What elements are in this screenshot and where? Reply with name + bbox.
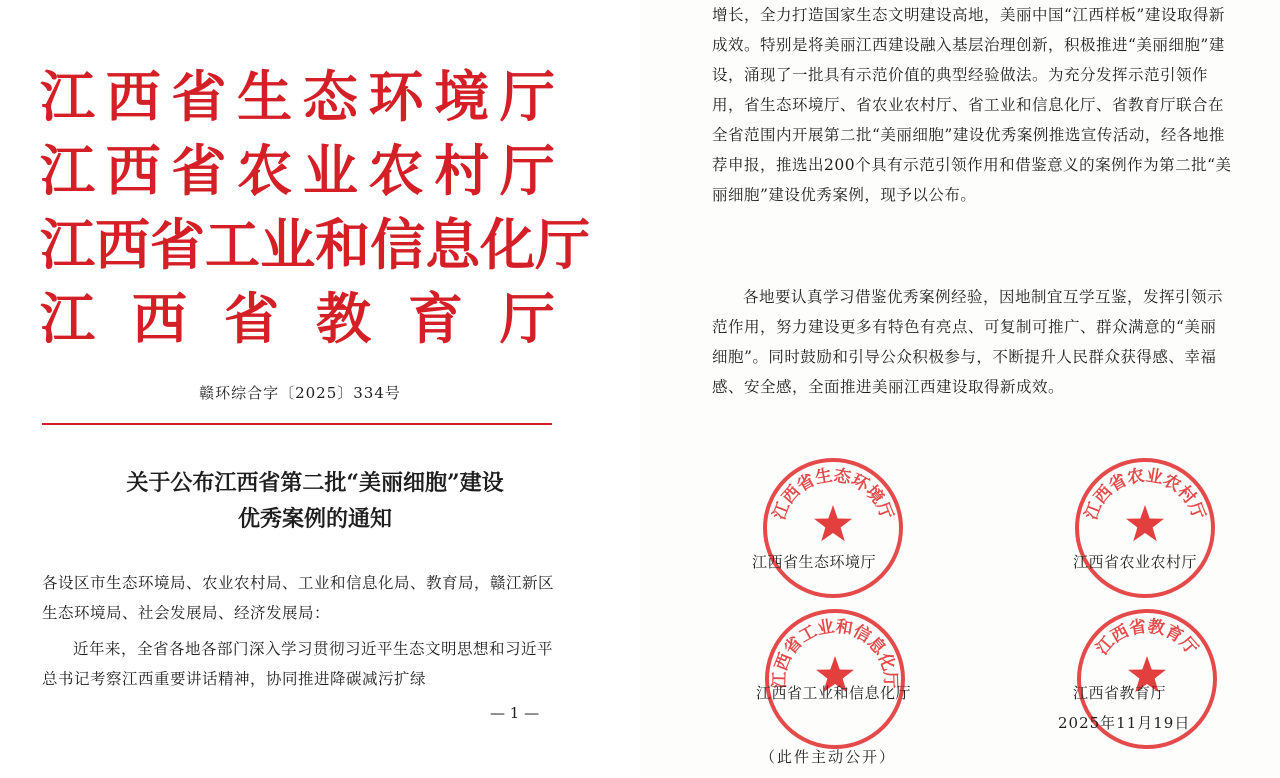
issue-date: 2025年11月19日	[1058, 714, 1191, 732]
issuer-char: 教	[315, 286, 371, 351]
issuer-char: 境	[434, 64, 490, 129]
official-seal-ecology-environment	[758, 453, 908, 603]
seal-arc-text: 江西省工业和信息化厅	[769, 616, 901, 690]
issuer-industry-it	[40, 208, 591, 282]
seal-graphic	[760, 604, 910, 754]
issuer-ecology-environment	[40, 60, 555, 134]
issuer-char: 西	[105, 138, 161, 203]
issuer-char: 息	[425, 212, 481, 277]
issuer-char: 工	[205, 212, 261, 277]
signature-industry-it: 江西省工业和信息化厅	[756, 684, 912, 702]
issuer-char: 西	[131, 286, 187, 351]
issuer-char: 信	[370, 212, 426, 277]
issuer-agriculture-rural	[40, 134, 555, 208]
issuer-char: 村	[434, 138, 490, 203]
issuer-char: 厅	[499, 286, 555, 351]
body-paragraph-2: 增长，全力打造国家生态文明建设高地，美丽中国“江西样板”建设取得新成效。特别是将美丽江西建设融入基层治理创新，积极推进“美丽细胞”建设，涌现了一批具有示范价值的典型经验做法。为充分发挥示范引领作用，省生态环境厅、省农业农村厅、省工业和信息化厅、省教育厅联合在全省范围内开展第二批“美丽细胞”建设优秀案例推选宣传活动，经各地推荐申报，推选出200个具有示范引领作用和借鉴意义的案例作为第二批“美丽细胞”建设优秀案例，现予以公布。	[712, 6, 1232, 204]
page-number: — 1 —	[490, 704, 540, 722]
issuer-char: 西	[95, 212, 151, 277]
issuer-char: 西	[105, 64, 161, 129]
issuer-char: 农	[368, 138, 424, 203]
official-seal-agriculture-rural	[1070, 453, 1220, 603]
red-divider-line	[42, 423, 552, 425]
issuer-char: 业	[302, 138, 358, 203]
star-icon	[814, 505, 852, 541]
issuer-char: 江	[40, 286, 96, 351]
issuer-char: 厅	[535, 212, 591, 277]
issuer-char: 厅	[499, 64, 555, 129]
document-number: 赣环综合字〔2025〕334号	[199, 384, 401, 402]
document-title	[30, 465, 600, 537]
issuer-header	[40, 60, 591, 356]
issuer-char: 业	[260, 212, 316, 277]
signature-education: 江西省教育厅	[1073, 684, 1167, 702]
title-line-1: 关于公布江西省第二批“美丽细胞”建设	[126, 470, 504, 496]
body-paragraph-1: 近年来，全省各地各部门深入学习贯彻习近平生态文明思想和习近平总书记考察江西重要讲话精神，协同推进降碳减污扩绿	[42, 640, 554, 688]
issuer-char: 厅	[499, 138, 555, 203]
star-icon	[1126, 505, 1164, 541]
issuer-char: 江	[40, 64, 96, 129]
title-line-2: 优秀案例的通知	[237, 506, 392, 532]
body-paragraph-3: 各地要认真学习借鉴优秀案例经验，因地制宜互学互鉴，发挥引领示范作用，努力建设更多有特色有亮点、可复制可推广、群众满意的“美丽细胞”。同时鼓励和引导公众积极参与，不断提升人民群众获得感、幸福感、安全感，全面推进美丽江西建设取得新成效。	[712, 288, 1224, 396]
seal-graphic	[1070, 453, 1220, 603]
recipients: 各设区市生态环境局、农业农村局、工业和信息化局、教育局，赣江新区生态环境局、社会发展局、经济发展局：	[42, 574, 555, 622]
issuer-char: 态	[302, 64, 358, 129]
signature-ecology-environment: 江西省生态环境厅	[752, 553, 877, 571]
official-seal-industry-it	[760, 604, 910, 754]
issuer-char: 环	[368, 64, 424, 129]
seal-arc-text: 江西省农业农村厅	[1081, 465, 1209, 523]
public-notice: （此件主动公开）	[760, 748, 897, 766]
seal-arc-text: 江西省教育厅	[1092, 616, 1202, 659]
issuer-char: 江	[40, 138, 96, 203]
issuer-char: 江	[40, 212, 96, 277]
issuer-char: 省	[171, 64, 227, 129]
seal-arc-text: 江西省生态环境厅	[769, 465, 897, 523]
issuer-char: 农	[237, 138, 293, 203]
issuer-char: 省	[223, 286, 279, 351]
issuer-char: 省	[171, 138, 227, 203]
issuer-char: 和	[315, 212, 371, 277]
issuer-char: 化	[480, 212, 536, 277]
issuer-char: 省	[150, 212, 206, 277]
issuer-char: 生	[237, 64, 293, 129]
signature-agriculture-rural: 江西省农业农村厅	[1073, 553, 1198, 571]
issuer-education	[40, 282, 555, 356]
issuer-char: 育	[407, 286, 463, 351]
seal-graphic	[758, 453, 908, 603]
